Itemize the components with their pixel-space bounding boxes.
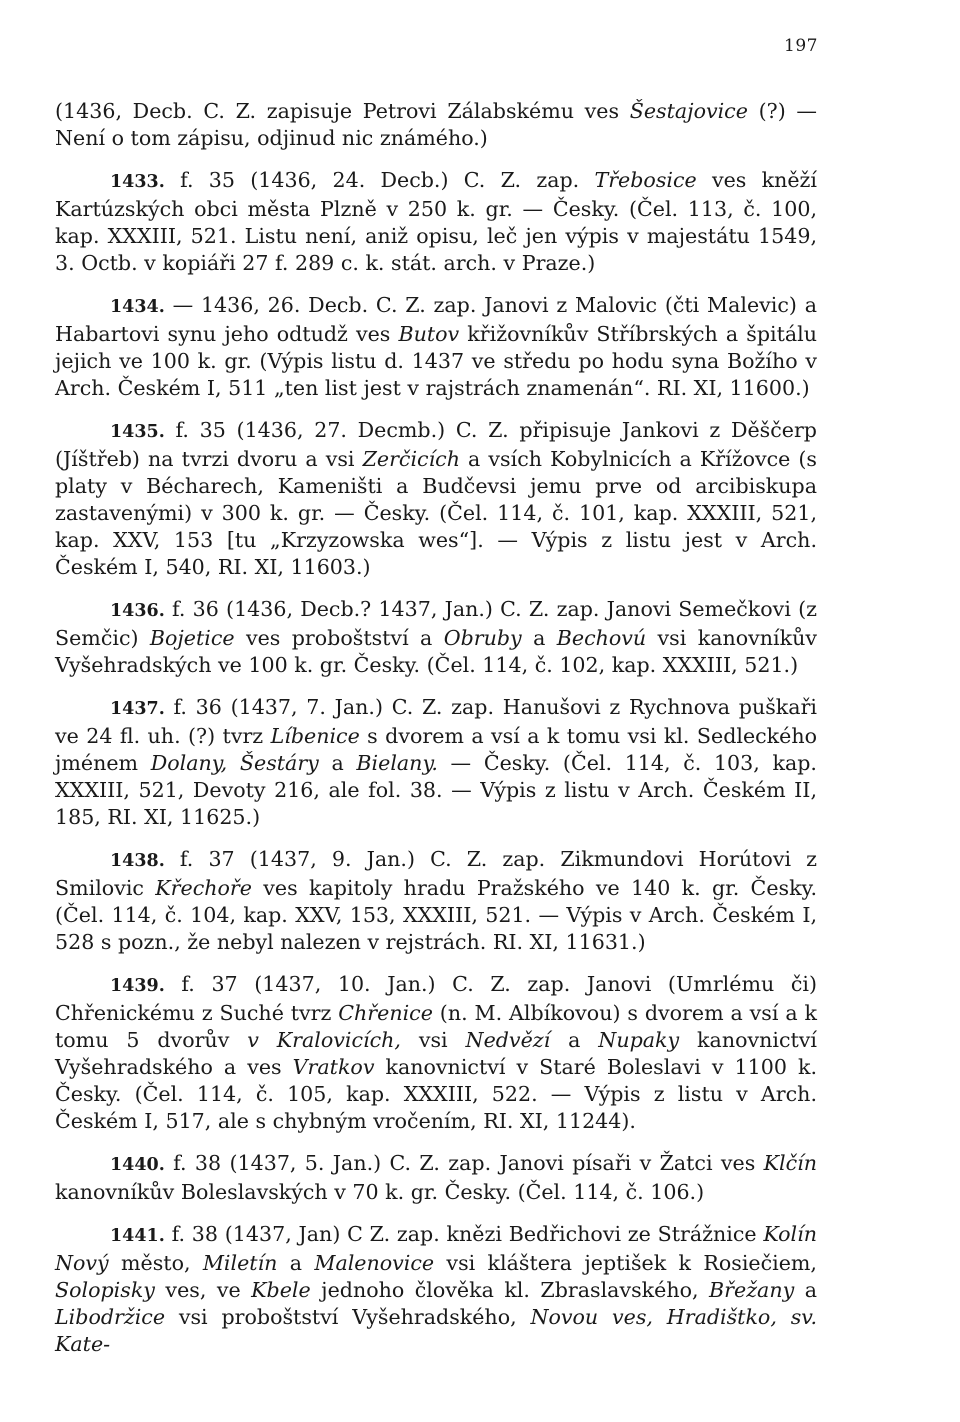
entry-text: kanovnictví Vyšehradského a ves	[55, 1028, 817, 1079]
place-name: Křechoře	[155, 876, 252, 900]
place-name: Kbele	[251, 1278, 311, 1302]
entry-1441	[55, 1221, 817, 1358]
entry-number: 1438.	[110, 851, 165, 871]
place-name: Malenovice	[314, 1251, 435, 1275]
entry-1438	[55, 846, 817, 956]
entry-text: a vsích Kobylnicích a Křížovce (s platy v Bécharech, Kameništi a Budčevsi jemu prve od arcibiskupa zastavenými) v 300 k. gr. — Česky. (Čel. 114, č. 101, kap. XXXIII, 521, kap. XXV, 153 [tu „Krzyzowska wes“]. — Výpis z listu jest v Arch. Českém I, 540, RI. XI, 11603.)	[55, 447, 818, 579]
place-name: Miletín	[202, 1251, 278, 1275]
entry-text: a	[318, 751, 357, 775]
entry-1433	[55, 167, 817, 277]
entry-text: (1436, Decb. C. Z. zapisuje Petrovi Zálabskému ves	[55, 99, 630, 123]
place-name: Bechovú	[556, 626, 647, 650]
entry-text: vsi kanovníkův Vyšehradských ve 100 k. gr. Česky. (Čel. 114, č. 102, kap. XXXIII, 521.)	[55, 626, 817, 677]
entry-text: kanovníkův Boleslavských v 70 k. gr. Česky. (Čel. 114, č. 106.)	[55, 1180, 705, 1204]
entry-text: f. 38 (1437, 5. Jan.) C. Z. zap. Janovi písaři v Žatci ves	[164, 1151, 764, 1175]
place-name: Břežany	[709, 1278, 795, 1302]
place-name: Butov	[398, 322, 460, 346]
place-name: v Kralovicích,	[247, 1028, 401, 1052]
entry-number: 1435.	[110, 422, 165, 442]
entry-text: jednoho člověka kl. Zbraslavského,	[310, 1278, 710, 1302]
place-name: Obruby	[443, 626, 522, 650]
entry-text: ves proboštství a	[234, 626, 444, 650]
place-name: Kolín Nový	[55, 1222, 817, 1275]
entry-text: vsi kláštera jeptišek k Rosiečiem,	[434, 1251, 817, 1275]
entry-text: křižovníkův Stříbrských a špitálu jejich ve 100 k. gr. (Výpis listu d. 1437 ve středu po hodu syna Božího v Arch. Českém I, 511 „ten list jest v rajstrách znamenán“. RI. XI, 11600.)	[55, 322, 817, 400]
entry-1440	[55, 1150, 817, 1206]
entry-number: 1433.	[110, 172, 165, 192]
entry-number: 1440.	[110, 1155, 165, 1175]
entry-text: město,	[108, 1251, 203, 1275]
entry-1436	[55, 596, 817, 679]
place-name: Nedvězí	[465, 1028, 551, 1052]
entry-text: (n. M. Albíkovou) s dvorem a vsí a k tomu 5 dvorův	[55, 1001, 818, 1052]
entry-text: a	[277, 1251, 315, 1275]
place-name: Novou ves, Hradištko, sv. Kate-	[55, 1305, 818, 1356]
place-name: Nupaky	[598, 1028, 680, 1052]
entry-1439	[55, 971, 817, 1135]
place-name: Líbenice	[270, 724, 360, 748]
entry-text: f. 35 (1436, 24. Decb.) C. Z. zap.	[164, 168, 595, 192]
place-name: Bojetice	[149, 626, 235, 650]
entry-text: — 1436, 26. Decb. C. Z. zap. Janovi z Malovic (čti Malevic) a Habartovi synu jeho odtudž ves	[55, 293, 817, 346]
entry-text: kanovnictví v Staré Boleslavi v 1100 k. Česky. (Čel. 114, č. 105, kap. XXXIII, 522. — Výpis z listu v Arch. Českém I, 517, ale s chybným vročením, RI. XI, 11244).	[55, 1055, 817, 1133]
entry-text: vsi proboštství Vyšehradského,	[165, 1305, 531, 1329]
entry-text: a	[794, 1278, 817, 1302]
entry-text: a	[550, 1028, 599, 1052]
entry-number: 1434.	[110, 297, 165, 317]
entry-text: ves kapitoly hradu Pražského ve 140 k. gr. Česky. (Čel. 114, č. 104, kap. XXV, 153, XXXIII, 521. — Výpis v Arch. Českém I, 528 s pozn., že nebyl nalezen v rejstrách. RI. XI, 11631.)	[55, 876, 817, 954]
place-name: Chřenice	[338, 1001, 433, 1025]
place-name: Dolany, Šestáry	[150, 751, 319, 775]
place-name: Libodržice	[55, 1305, 166, 1329]
entry-1437	[55, 694, 817, 831]
place-name: Solopisky	[55, 1278, 155, 1302]
entry-text: f. 36 (1436, Decb.? 1437, Jan.) C. Z. zap. Janovi Semečkovi (z Semčic)	[55, 597, 817, 650]
entry-text: s dvorem a vsí a k tomu vsi kl. Sedleckého jménem	[55, 724, 818, 775]
place-name: Vratkov	[292, 1055, 375, 1079]
entry-number: 1439.	[110, 976, 165, 996]
place-name: Třebosice	[594, 168, 697, 192]
entry-text: vsi	[400, 1028, 466, 1052]
entry-number: 1437.	[110, 699, 165, 719]
entry-text: — Česky. (Čel. 114, č. 103, kap. XXXIII, 521, Devoty 216, ale fol. 38. — Výpis z listu v Arch. Českém II, 185, RI. XI, 11625.)	[55, 751, 817, 829]
entry-text: f. 38 (1437, Jan) C Z. zap. knězi Bedřichovi ze Strážnice	[164, 1222, 764, 1246]
place-name: Bielany.	[356, 751, 438, 775]
entry-text: (?) — Není o tom zápisu, odjinud nic známého.)	[55, 99, 818, 150]
entry-text: f. 37 (1437, 9. Jan.) C. Z. zap. Zikmundovi Horútovi z Smilovic	[55, 847, 817, 900]
entry-number: 1441.	[110, 1226, 165, 1246]
page-number: 197	[784, 36, 818, 56]
place-name: Klčín	[763, 1151, 817, 1175]
entry-text: ves, ve	[154, 1278, 252, 1302]
entry-continuation	[55, 98, 817, 152]
place-name: Šestajovice	[629, 99, 748, 123]
entry-number: 1436.	[110, 601, 165, 621]
entry-text: f. 35 (1436, 27. Decmb.) C. Z. připisuje Jankovi z Děščerp (Jíštřeb) na tvrzi dvoru a vsi	[55, 418, 817, 471]
entry-text: a	[521, 626, 557, 650]
entry-text: f. 37 (1437, 10. Jan.) C. Z. zap. Janovi (Umrlému či) Chřenickému z Suché tvrz	[55, 972, 817, 1025]
entry-text: ves kněží Kartúzských obci města Plzně v 250 k. gr. — Česky. (Čel. 113, č. 100, kap. XXXIII, 521. Listu není, aniž opisu, leč jen výpis v majestátu 1549, 3. Octb. v kopiáři 27 f. 289 c. k. stát. arch. v Praze.)	[55, 168, 817, 275]
page-text	[55, 98, 817, 1373]
entry-1434	[55, 292, 817, 402]
entry-1435	[55, 417, 817, 581]
entry-text: f. 36 (1437, 7. Jan.) C. Z. zap. Hanušovi z Rychnova puškaři ve 24 fl. uh. (?) tvrz	[55, 695, 817, 748]
place-name: Zerčicích	[362, 447, 460, 471]
